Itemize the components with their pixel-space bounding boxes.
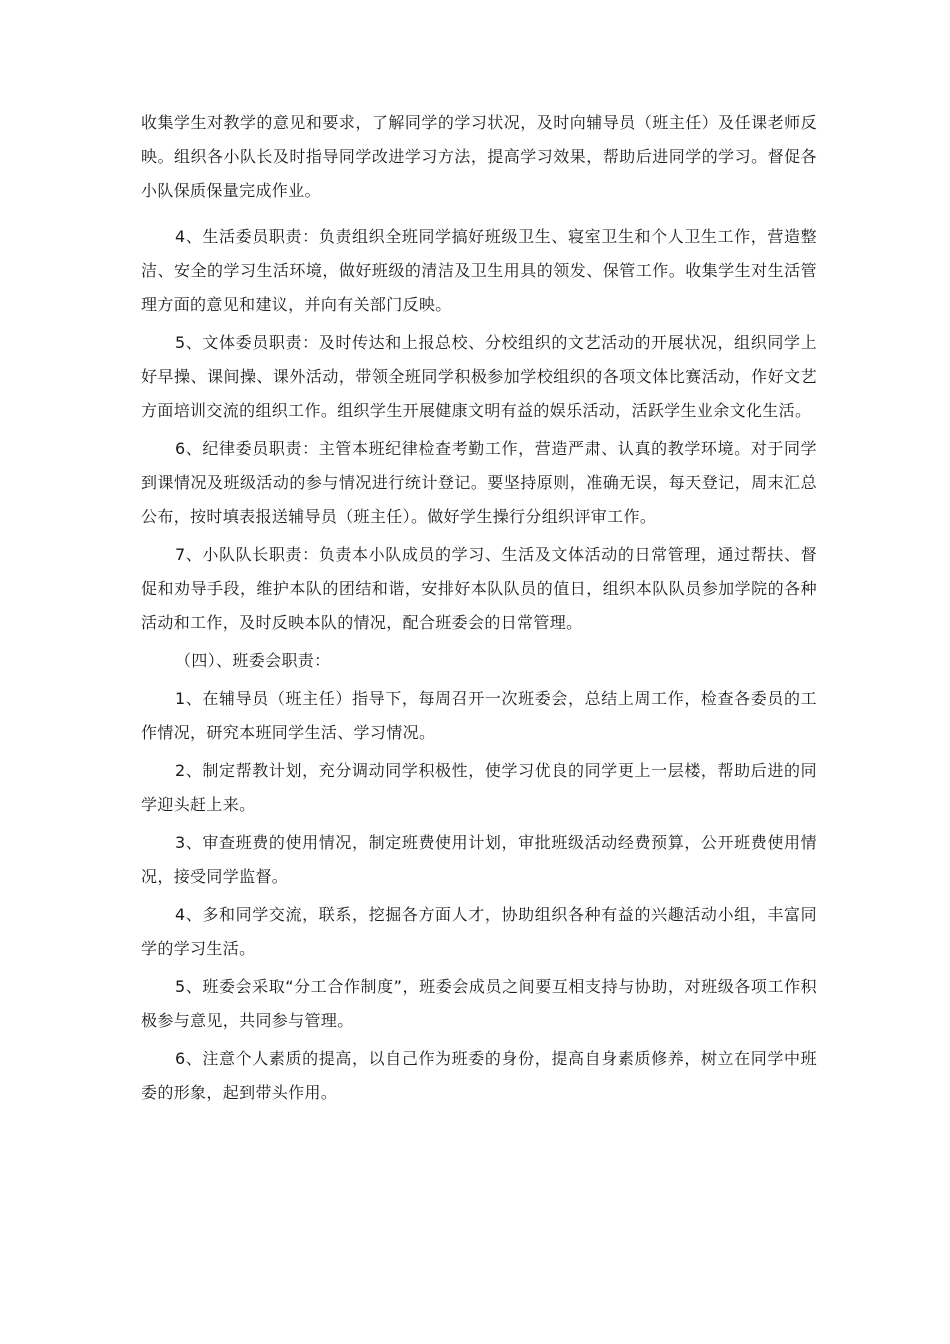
- paragraph-life-committee-duties: 4、生活委员职责：负责组织全班同学搞好班级卫生、寝室卫生和个人卫生工作，营造整洁、安全的学习生活环境，做好班级的清洁及卫生用具的领发、保管工作。收集学生对生活管理方面的意见和建议，并向有关部门反映。: [141, 227, 817, 314]
- paragraph-committee-duty-1: 1、在辅导员（班主任）指导下，每周召开一次班委会，总结上周工作，检查各委员的工作情况，研究本班同学生活、学习情况。: [141, 689, 817, 742]
- paragraph-committee-duty-6: 6、注意个人素质的提高，以自己作为班委的身份，提高自身素质修养，树立在同学中班委的形象，起到带头作用。: [141, 1049, 817, 1102]
- paragraph-committee-duty-2: 2、制定帮教计划，充分调动同学积极性，使学习优良的同学更上一层楼，帮助后进的同学迎头赶上来。: [141, 761, 817, 814]
- paragraph-discipline-committee-duties: 6、纪律委员职责：主管本班纪律检查考勤工作，营造严肃、认真的教学环境。对于同学到课情况及班级活动的参与情况进行统计登记。要坚持原则，准确无误，每天登记，周末汇总公布，按时填表报送辅导员（班主任）。做好学生操行分组织评审工作。: [141, 439, 817, 526]
- document-body: [141, 106, 817, 1110]
- paragraph-team-leader-duties: 7、小队队长职责：负责本小队成员的学习、生活及文体活动的日常管理，通过帮扶、督促和劝导手段，维护本队的团结和谐，安排好本队队员的值日，组织本队队员参加学院的各种活动和工作，及时反映本队的情况，配合班委会的日常管理。: [141, 545, 817, 632]
- paragraph-study-duties-continued: 收集学生对教学的意见和要求，了解同学的学习状况，及时向辅导员（班主任）及任课老师反映。组织各小队长及时指导同学改进学习方法，提高学习效果，帮助后进同学的学习。督促各小队保质保量完成作业。: [141, 113, 817, 200]
- paragraph-committee-duty-3: 3、审查班费的使用情况，制定班费使用计划，审批班级活动经费预算，公开班费使用情况，接受同学监督。: [141, 833, 817, 886]
- paragraph-committee-duty-5: 5、班委会采取“分工合作制度”，班委会成员之间要互相支持与协助，对班级各项工作积极参与意见，共同参与管理。: [141, 977, 817, 1030]
- section-heading-class-committee-duties: （四）、班委会职责：: [175, 651, 331, 670]
- paragraph-committee-duty-4: 4、多和同学交流，联系，挖掘各方面人才，协助组织各种有益的兴趣活动小组，丰富同学的学习生活。: [141, 905, 817, 958]
- paragraph-culture-sports-committee-duties: 5、文体委员职责：及时传达和上报总校、分校组织的文艺活动的开展状况，组织同学上好早操、课间操、课外活动，带领全班同学积极参加学校组织的各项文体比赛活动，作好文艺方面培训交流的组织工作。组织学生开展健康文明有益的娱乐活动，活跃学生业余文化生活。: [141, 333, 817, 420]
